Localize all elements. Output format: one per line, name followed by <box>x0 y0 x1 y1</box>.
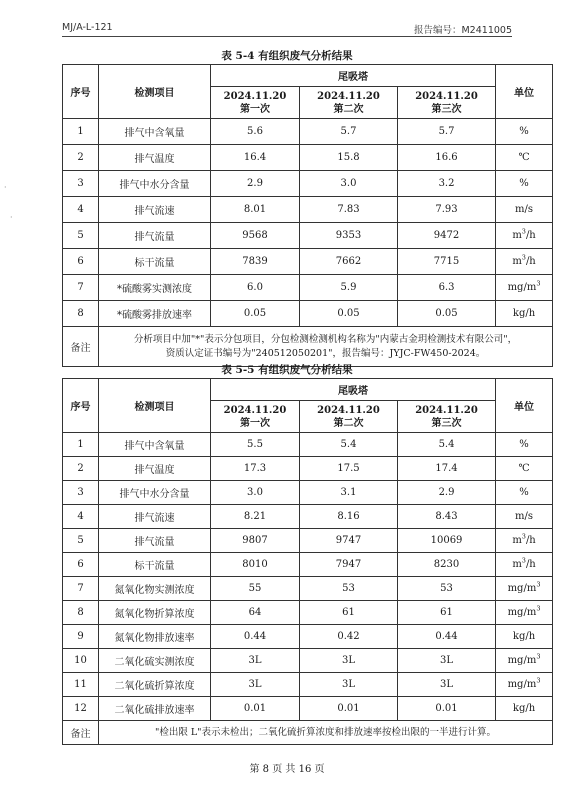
row-value-2: 8.16 <box>300 505 398 529</box>
row-unit: $m^3/h$ <box>496 249 553 275</box>
column-header-seq: 序号 <box>63 65 99 119</box>
row-value-1: 3L <box>211 673 300 697</box>
run-header-1: 2024.11.20 第一次 <box>211 87 300 119</box>
row-unit: $m^3/h$ <box>496 553 553 577</box>
row-value-1: 0.44 <box>211 625 300 649</box>
row-item: 二氧化硫排放速率 <box>99 697 211 721</box>
row-value-3: 10069 <box>398 529 496 553</box>
row-seq: 6 <box>63 249 99 275</box>
row-item: 标干流量 <box>99 249 211 275</box>
row-item: 排气流速 <box>99 197 211 223</box>
row-unit: % <box>496 171 553 197</box>
row-unit: kg/h <box>496 301 553 327</box>
row-value-1: 0.05 <box>211 301 300 327</box>
row-value-2: 3L <box>300 649 398 673</box>
run-header-2: 2024.11.20 第二次 <box>300 87 398 119</box>
group-header: 尾吸塔 <box>211 379 496 401</box>
row-item: 排气温度 <box>99 457 211 481</box>
row-seq: 4 <box>63 197 99 223</box>
row-value-1: 8010 <box>211 553 300 577</box>
header-divider <box>62 36 512 37</box>
row-value-2: 61 <box>300 601 398 625</box>
row-item: 排气中水分含量 <box>99 171 211 197</box>
row-value-3: 3.2 <box>398 171 496 197</box>
table-row <box>63 505 553 529</box>
row-item: 排气中含氧量 <box>99 119 211 145</box>
row-seq: 6 <box>63 553 99 577</box>
row-value-3: 8.43 <box>398 505 496 529</box>
table-row <box>63 673 553 697</box>
row-item: 氮氧化物折算浓度 <box>99 601 211 625</box>
row-seq: 7 <box>63 275 99 301</box>
row-unit: $mg/m^3$ <box>496 275 553 301</box>
row-value-3: 61 <box>398 601 496 625</box>
row-value-3: 3L <box>398 649 496 673</box>
row-seq: 2 <box>63 457 99 481</box>
row-value-1: 8.21 <box>211 505 300 529</box>
note-label: 备注 <box>63 327 99 367</box>
row-value-3: 3L <box>398 673 496 697</box>
table-row <box>63 249 553 275</box>
row-seq: 5 <box>63 223 99 249</box>
row-value-1: 9807 <box>211 529 300 553</box>
row-value-3: 17.4 <box>398 457 496 481</box>
row-value-2: 3.0 <box>300 171 398 197</box>
note-text: 分析项目中加"*"表示分包项目，分包检测检测机构名称为"内蒙古金玥检测技术有限公司"， 资质认定证书编号为"240512050201"，报告编号：JYJC-FW450-2024。 <box>99 327 553 367</box>
column-header-seq: 序号 <box>63 379 99 433</box>
row-seq: 5 <box>63 529 99 553</box>
row-unit: ℃ <box>496 145 553 171</box>
row-value-3: 9472 <box>398 223 496 249</box>
row-value-3: 2.9 <box>398 481 496 505</box>
row-unit: % <box>496 119 553 145</box>
run-header-2: 2024.11.20 第二次 <box>300 401 398 433</box>
column-header-unit: 单位 <box>496 65 553 119</box>
row-unit: m/s <box>496 505 553 529</box>
row-unit: $mg/m^3$ <box>496 577 553 601</box>
row-value-1: 3.0 <box>211 481 300 505</box>
row-value-1: 64 <box>211 601 300 625</box>
page-header <box>62 22 512 42</box>
row-item: *硫酸雾实测浓度 <box>99 275 211 301</box>
row-item: 氮氧化物排放速率 <box>99 625 211 649</box>
row-seq: 11 <box>63 673 99 697</box>
row-value-3: 0.05 <box>398 301 496 327</box>
row-value-1: 5.6 <box>211 119 300 145</box>
table-row <box>63 433 553 457</box>
row-item: 排气中水分含量 <box>99 481 211 505</box>
row-value-1: 55 <box>211 577 300 601</box>
table-row <box>63 223 553 249</box>
table-row <box>63 697 553 721</box>
row-value-1: 3L <box>211 649 300 673</box>
row-value-2: 15.8 <box>300 145 398 171</box>
row-value-2: 5.4 <box>300 433 398 457</box>
row-item: 排气中含氧量 <box>99 433 211 457</box>
row-item: 排气温度 <box>99 145 211 171</box>
row-unit: $mg/m^3$ <box>496 649 553 673</box>
margin-mark: · <box>10 213 13 222</box>
column-header-unit: 单位 <box>496 379 553 433</box>
row-item: 排气流速 <box>99 505 211 529</box>
page-number: 第 8 页 共 16 页 <box>249 764 325 775</box>
row-item: 标干流量 <box>99 553 211 577</box>
row-value-2: 17.5 <box>300 457 398 481</box>
table-row <box>63 457 553 481</box>
row-unit: % <box>496 433 553 457</box>
report-number: 报告编号：M2411005 <box>413 25 512 36</box>
row-value-2: 3.1 <box>300 481 398 505</box>
row-item: 二氧化硫实测浓度 <box>99 649 211 673</box>
table-row <box>63 275 553 301</box>
row-value-2: 7.83 <box>300 197 398 223</box>
row-item: 氮氧化物实测浓度 <box>99 577 211 601</box>
table-5-5 <box>62 378 553 745</box>
row-unit: kg/h <box>496 625 553 649</box>
row-unit: % <box>496 481 553 505</box>
row-seq: 12 <box>63 697 99 721</box>
row-value-1: 7839 <box>211 249 300 275</box>
row-value-3: 7.93 <box>398 197 496 223</box>
row-value-2: 3L <box>300 673 398 697</box>
row-value-3: 5.7 <box>398 119 496 145</box>
row-unit: m/s <box>496 197 553 223</box>
table-row <box>63 145 553 171</box>
run-header-1: 2024.11.20 第一次 <box>211 401 300 433</box>
table-row <box>63 649 553 673</box>
row-item: 二氧化硫折算浓度 <box>99 673 211 697</box>
row-value-1: 5.5 <box>211 433 300 457</box>
row-unit: $m^3/h$ <box>496 529 553 553</box>
row-seq: 3 <box>63 171 99 197</box>
row-value-1: 6.0 <box>211 275 300 301</box>
table-5-4-title: 表 5-4 有组织废气分析结果 <box>221 50 353 62</box>
row-value-1: 2.9 <box>211 171 300 197</box>
row-value-2: 0.01 <box>300 697 398 721</box>
table-row <box>63 119 553 145</box>
row-value-1: 8.01 <box>211 197 300 223</box>
row-seq: 8 <box>63 301 99 327</box>
table-row <box>63 553 553 577</box>
row-seq: 7 <box>63 577 99 601</box>
row-unit: $m^3/h$ <box>496 223 553 249</box>
row-value-3: 5.4 <box>398 433 496 457</box>
row-seq: 10 <box>63 649 99 673</box>
run-header-3: 2024.11.20 第三次 <box>398 401 496 433</box>
row-value-1: 16.4 <box>211 145 300 171</box>
row-value-1: 17.3 <box>211 457 300 481</box>
column-header-item: 检测项目 <box>99 379 211 433</box>
row-unit: $mg/m^3$ <box>496 673 553 697</box>
row-unit: ℃ <box>496 457 553 481</box>
table-row <box>63 171 553 197</box>
row-seq: 2 <box>63 145 99 171</box>
row-value-3: 8230 <box>398 553 496 577</box>
row-value-2: 0.42 <box>300 625 398 649</box>
row-value-2: 5.9 <box>300 275 398 301</box>
row-unit: $mg/m^3$ <box>496 601 553 625</box>
row-value-2: 53 <box>300 577 398 601</box>
run-header-3: 2024.11.20 第三次 <box>398 87 496 119</box>
table-5-5-title: 表 5-5 有组织废气分析结果 <box>221 364 353 376</box>
table-5-4 <box>62 64 553 367</box>
row-value-3: 0.44 <box>398 625 496 649</box>
row-value-2: 9353 <box>300 223 398 249</box>
row-seq: 1 <box>63 119 99 145</box>
row-value-1: 9568 <box>211 223 300 249</box>
row-value-3: 7715 <box>398 249 496 275</box>
note-text: "检出限 L"表示未检出；二氧化硫折算浓度和排放速率按检出限的一半进行计算。 <box>99 721 553 745</box>
row-seq: 4 <box>63 505 99 529</box>
row-value-2: 5.7 <box>300 119 398 145</box>
row-value-2: 7947 <box>300 553 398 577</box>
table-row <box>63 601 553 625</box>
note-label: 备注 <box>63 721 99 745</box>
row-value-1: 0.01 <box>211 697 300 721</box>
row-seq: 1 <box>63 433 99 457</box>
group-header: 尾吸塔 <box>211 65 496 87</box>
row-value-3: 6.3 <box>398 275 496 301</box>
row-value-2: 0.05 <box>300 301 398 327</box>
row-item: 排气流量 <box>99 223 211 249</box>
row-value-3: 53 <box>398 577 496 601</box>
table-row <box>63 197 553 223</box>
column-header-item: 检测项目 <box>99 65 211 119</box>
row-value-3: 0.01 <box>398 697 496 721</box>
row-value-2: 7662 <box>300 249 398 275</box>
row-item: *硫酸雾排放速率 <box>99 301 211 327</box>
row-seq: 8 <box>63 601 99 625</box>
row-item: 排气流量 <box>99 529 211 553</box>
table-row <box>63 301 553 327</box>
table-row <box>63 625 553 649</box>
row-value-3: 16.6 <box>398 145 496 171</box>
row-value-2: 9747 <box>300 529 398 553</box>
document-id: MJ/A-L-121 <box>62 22 113 33</box>
row-seq: 9 <box>63 625 99 649</box>
margin-mark: · <box>4 183 7 192</box>
table-row <box>63 577 553 601</box>
table-row <box>63 481 553 505</box>
table-row <box>63 529 553 553</box>
row-unit: kg/h <box>496 697 553 721</box>
row-seq: 3 <box>63 481 99 505</box>
